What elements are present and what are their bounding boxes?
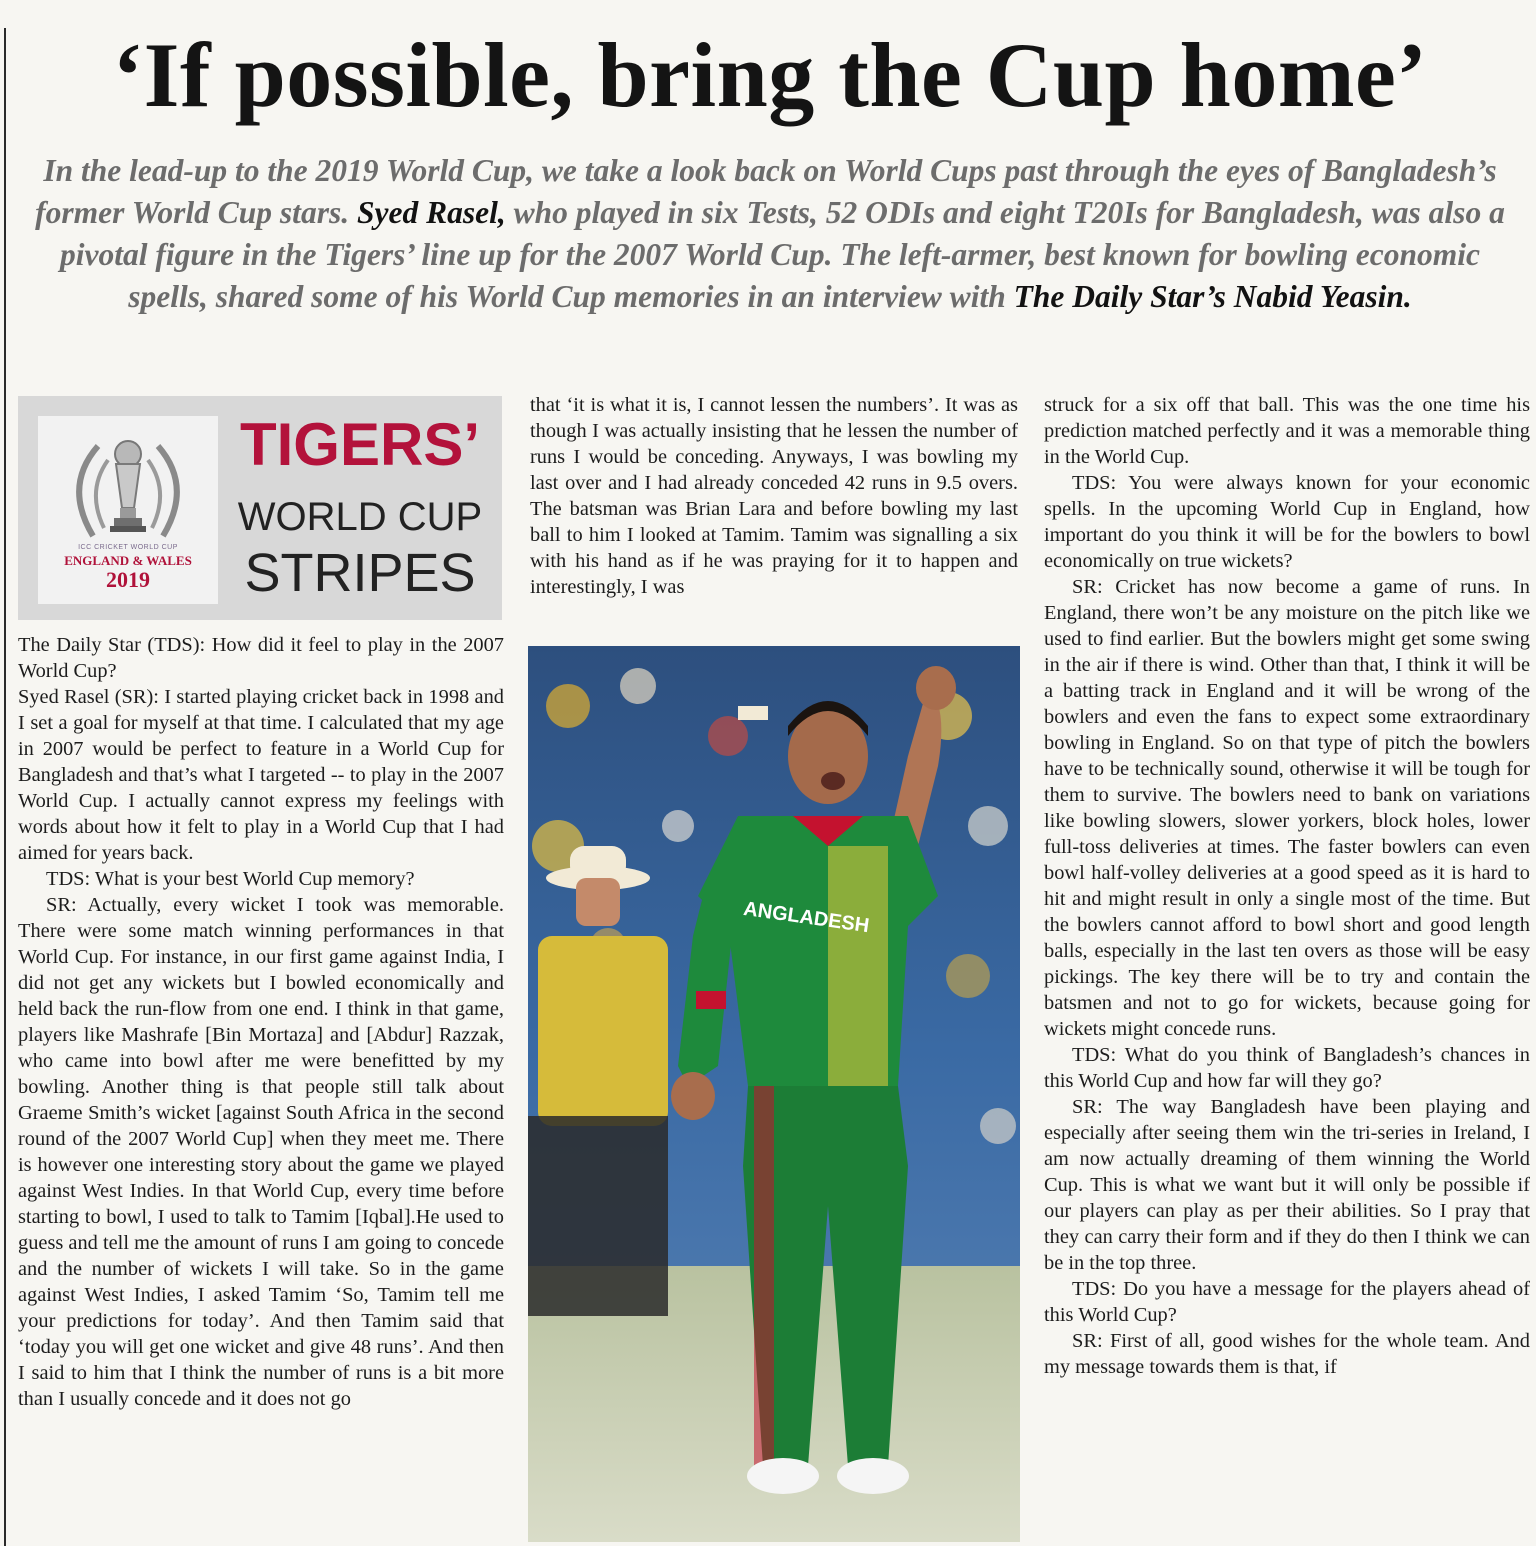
stripes-title-tigers: TIGERS’ <box>239 411 481 478</box>
stripes-title-world-cup: WORLD CUP <box>237 495 483 539</box>
standfirst <box>20 150 1520 318</box>
shirt-text: ANGLADESH <box>742 897 871 938</box>
article-column-2 <box>530 392 1018 632</box>
standfirst-name: Syed Rasel, <box>356 195 506 230</box>
headline: ‘If possible, bring the Cup home’ <box>112 24 1428 126</box>
standfirst-intro: In the lead-up to the 2019 World Cup, we take a look back on World Cups past through the eyes of Bangladesh’s former World Cup stars. <box>35 153 1497 230</box>
paragraph: TDS: You were always known for your economic spells. In the upcoming World Cup in England, how important do you think it will be for the bowlers to bowl economically on true wickets? <box>1044 472 1530 572</box>
tigers-stripes-box <box>18 396 502 620</box>
paragraph: TDS: What do you think of Bangladesh’s chances in this World Cup and how far will they go? <box>1044 1044 1530 1092</box>
world-cup-logo <box>38 416 218 604</box>
standfirst-middle: who played in six Tests, 52 ODIs and eight T20Is for Bangladesh, was also a pivotal figure in the Tigers’ line up for the 2007 World Cup. The left-armer, best known for bowling economic spells, shared some of his World Cup memories in an interview with <box>60 195 1505 314</box>
paragraph: that ‘it is what it is, I cannot lessen the numbers’. It was as though I was actually insisting that he lessen the number of runs I would be conceding. Anyways, I was bowling my last over and I had already conceded 42 runs in 9.5 overs. The batsman was Brian Lara and before bowling my last ball to him I looked at Tamim. Tamim was signalling a six with his hand as if he was praying for it to happen and interestingly, I was <box>530 394 1018 598</box>
standfirst-credit: The Daily Star’s Nabid Yeasin. <box>1013 279 1412 314</box>
photo-illustration <box>528 646 1020 1542</box>
paragraph: TDS: Do you have a message for the players ahead of this World Cup? <box>1044 1278 1530 1326</box>
logo-year-text: 2019 <box>106 567 150 592</box>
paragraph: struck for a six off that ball. This was the one time his prediction matched perfectly and it was a memorable thing in the World Cup. <box>1044 394 1530 468</box>
paragraph: Syed Rasel (SR): I started playing cricket back in 1998 and I set a goal for myself at that time. I calculated that my age in 2007 would be perfect to feature in a World Cup for Bangladesh and that’s what I targeted -- to play in the 2007 World Cup. I actually cannot express my feelings with words about how it felt to play in a World Cup that I had aimed for years back. <box>18 686 504 864</box>
paragraph: The Daily Star (TDS): How did it feel to play in the 2007 World Cup? <box>18 634 504 682</box>
logo-host-text: ENGLAND & WALES <box>64 553 192 568</box>
paragraph: SR: First of all, good wishes for the whole team. And my message towards them is that, if <box>1044 1330 1530 1378</box>
article-column-3 <box>1044 392 1530 1542</box>
page-left-rule <box>4 28 6 1546</box>
paragraph: SR: Cricket has now become a game of runs. In England, there won’t be any moisture on the pitch like we used to find earlier. But the bowlers might get some swing in the air if there is wind. Other than that, I think it will be a batting track in England and it will be wrong of the bowlers and even the fans to expect some extraordinary bowling in England. So on that type of pitch the bowlers have to be technically sound, otherwise it will be tough for them to survive. The bowlers need to bank on variations like bowling slowers, slower yorkers, block holes, lower full-toss deliveries at times. The faster bowlers can even bowl half-volley deliveries at a good speed as it is hard to hit and might result in only a single most of the time. But the bowlers cannot afford to bowl short and good length balls, especially in the last ten overs as those will be easy pickings. The key there will be to try and contain the batsmen and not to go for wickets, because going for wickets might concede runs. <box>1044 576 1530 1040</box>
paragraph: SR: Actually, every wicket I took was memorable. There were some match winning performances in that World Cup. For instance, in our first game against India, I did not get any wickets but I bowled economically and held back the run-flow from one end. I think in that game, players like Mashrafe [Bin Mortaza] and [Abdur] Razzak, who came into bowl after me were benefitted by my bowling. Another thing is that people still talk about Graeme Smith’s wicket [against South Africa in the second round of the 2007 World Cup] when they meet me. There is however one interesting story about the game we played against West Indies. In that World Cup, every time before starting to bowl, I used to talk to Tamim [Iqbal].He used to guess and tell me the amount of runs I am going to concede and the number of wickets I will take. So in the game against West Indies, I asked Tamim ‘So, Tamim tell me your predictions for today’. And then Tamim said that ‘today you will get one wicket and give 48 runs’. And then I said to him that I think the number of runs is a bit more than I usually concede and it does not go <box>18 894 504 1410</box>
paragraph: SR: The way Bangladesh have been playing and especially after seeing them win the tri-series in Ireland, I am now actually dreaming of them winning the World Cup. This is what we want but it will only be possible if our players can play as per their abilities. So I pray that they can carry their form and if they do then I think we can be in the top three. <box>1044 1096 1530 1274</box>
stripes-title-stripes: STRIPES <box>244 543 476 603</box>
paragraph: TDS: What is your best World Cup memory? <box>46 868 415 890</box>
player-celebration-photo <box>528 646 1020 1542</box>
article-column-1 <box>18 632 504 1540</box>
logo-small-text: ICC CRICKET WORLD CUP <box>78 544 178 551</box>
